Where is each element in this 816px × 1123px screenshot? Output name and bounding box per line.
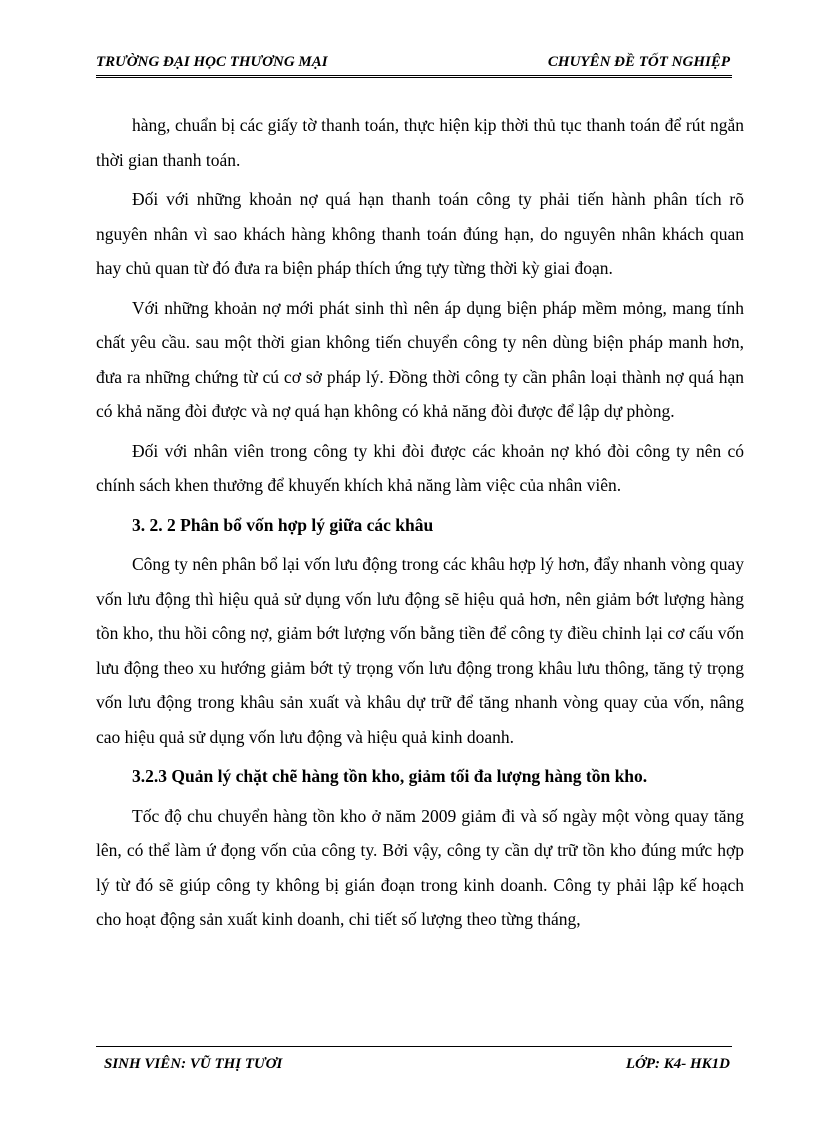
section-heading-3-2-3: 3.2.3 Quản lý chặt chẽ hàng tồn kho, giảm tối đa lượng hàng tồn kho.: [132, 766, 648, 786]
paragraph-3: Với những khoản nợ mới phát sinh thì nên áp dụng biện pháp mềm mỏng, mang tính chất yêu cầu. sau một thời gian không tiến chuyển công ty nên dùng biện pháp manh hơn, đưa ra những chứng từ cú cơ sở pháp lý. Đồng thời công ty cần phân loại thành nợ quá hạn có khả năng đòi được và nợ quá hạn không có khả năng đòi được để lập dự phòng.: [96, 297, 744, 421]
section-heading-3-2-2: 3. 2. 2 Phân bổ vốn hợp lý giữa các khâu: [132, 514, 434, 535]
page-footer: [96, 1046, 732, 1072]
paragraph-5: Công ty nên phân bổ lại vốn lưu động trong các khâu hợp lý hơn, đẩy nhanh vòng quay vốn lưu động thì hiệu quả sử dụng vốn lưu động sẽ hiệu quả hơn, nên giảm bớt lượng hàng tồn kho, thu hồi công nợ, giảm bớt lượng vốn bằng tiền để công ty điều chỉnh lại cơ cấu vốn lưu động theo xu hướng giảm bớt tỷ trọng vốn lưu động trong khâu lưu thông, tăng tỷ trọng vốn lưu động trong khâu sản xuất và khâu dự trữ để tăng nhanh vòng quay của vốn, nâng cao hiệu quả sử dụng vốn lưu động và hiệu quả kinh doanh.: [96, 554, 744, 747]
page-header: [96, 51, 732, 78]
paragraph-6: Tốc độ chu chuyển hàng tồn kho ở năm 2009 giảm đi và số ngày một vòng quay tăng lên, có thể làm ứ đọng vốn của công ty. Bởi vậy, công ty cần dự trữ tồn kho đúng mức hợp lý từ đó sẽ giúp công ty không bị gián đoạn trong kinh doanh. Công ty phải lập kế hoạch cho hoạt động sản xuất kinh doanh, chi tiết số lượng theo từng tháng,: [96, 805, 744, 929]
footer-class: LỚP: K4- HK1D: [625, 1056, 730, 1072]
header-university: TRƯỜNG ĐẠI HỌC THƯƠNG MẠI: [96, 54, 328, 70]
paragraph-4: Đối với nhân viên trong công ty khi đòi được các khoản nợ khó đòi công ty nên có chính sách khen thưởng để khuyến khích khả năng làm việc của nhân viên.: [96, 440, 744, 495]
header-document-type: CHUYÊN ĐỀ TỐT NGHIỆP: [547, 54, 730, 70]
paragraph-1: hàng, chuẩn bị các giấy tờ thanh toán, thực hiện kịp thời thủ tục thanh toán để rút ngắn thời gian thanh toán.: [96, 115, 744, 170]
page-content: [96, 108, 744, 942]
footer-student: SINH VIÊN: VŨ THỊ TƯƠI: [104, 1056, 283, 1072]
paragraph-2: Đối với những khoản nợ quá hạn thanh toán công ty phải tiến hành phân tích rõ nguyên nhân vì sao khách hàng không thanh toán đúng hạn, do nguyên nhân khách quan hay chủ quan từ đó đưa ra biện pháp thích ứng tựy từng thời kỳ giai đoạn.: [96, 189, 744, 278]
